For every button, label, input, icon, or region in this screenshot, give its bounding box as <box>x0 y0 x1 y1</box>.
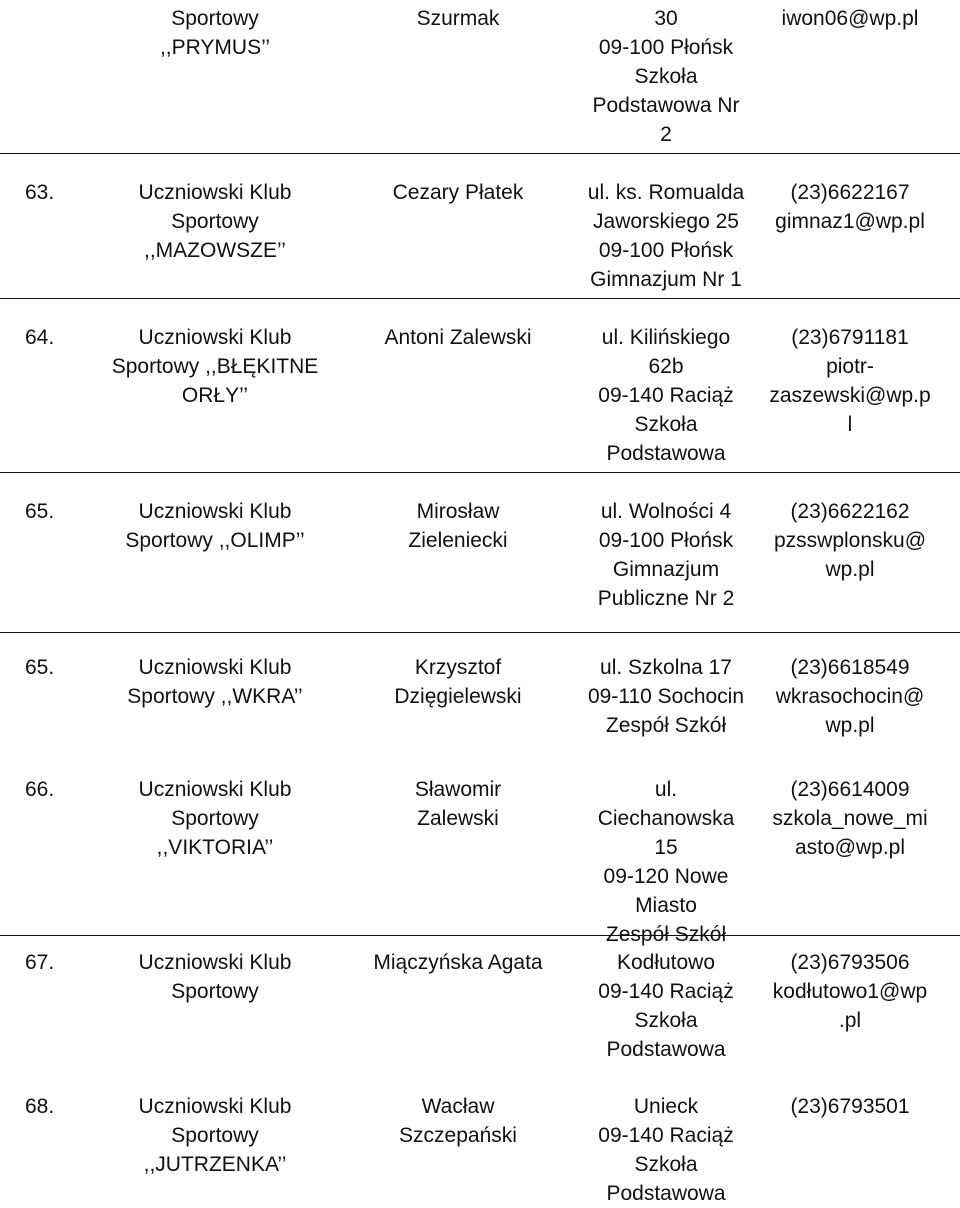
contact-line: (23)6793501 <box>790 1095 910 1118</box>
club-line: Uczniowski Klub <box>138 951 292 974</box>
address-line: 09-140 Raciąż <box>598 1124 734 1147</box>
address-line: Szkoła <box>634 413 698 436</box>
row-number: 66. <box>25 778 55 801</box>
address-line: Szkoła <box>634 1153 698 1176</box>
address-line: ul. Szkolna 17 <box>600 656 732 679</box>
address-line: Kodłutowo <box>616 951 716 974</box>
address-line: 30 <box>654 7 678 30</box>
club-cell <box>95 775 335 862</box>
person-line: Antoni Zalewski <box>384 326 532 349</box>
contact-line: (23)6791181 <box>791 326 909 349</box>
address-line: 09-120 Nowe <box>603 865 729 888</box>
person-line: Mirosław <box>416 500 500 523</box>
row-number: 63. <box>25 181 55 204</box>
address-line: 09-110 Sochocin <box>587 685 745 708</box>
address-line: Podstawowa <box>606 442 726 465</box>
contact-line: kodłutowo1@wp <box>772 980 928 1003</box>
address-line: Podstawowa <box>606 1038 726 1061</box>
person-cell <box>338 178 578 207</box>
person-line: Zieleniecki <box>408 529 508 552</box>
address-line: Unieck <box>633 1095 699 1118</box>
club-line: Sportowy ,,WKRA’’ <box>127 685 303 708</box>
person-line: Miączyńska Agata <box>373 951 543 974</box>
address-line: Jaworskiego 25 <box>593 210 739 233</box>
person-cell <box>338 775 578 833</box>
contact-line: (23)6618549 <box>790 656 910 679</box>
club-line: ,,JUTRZENKA’’ <box>143 1153 287 1176</box>
address-line: Podstawowa <box>606 1182 726 1205</box>
contact-line: gimnaz1@wp.pl <box>775 210 925 233</box>
row-divider <box>0 472 960 473</box>
club-line: Sportowy <box>171 807 259 830</box>
person-cell <box>338 4 578 33</box>
contact-line: iwon06@wp.pl <box>781 7 919 30</box>
contact-line: wkrasochocin@ <box>775 685 925 708</box>
club-line: ,,PRYMUS’’ <box>159 36 271 59</box>
address-line: 62b <box>648 355 684 378</box>
club-line: ,,MAZOWSZE’’ <box>144 239 286 262</box>
club-line: Sportowy ,,BŁĘKITNE <box>111 355 319 378</box>
club-line: ,,VIKTORIA’’ <box>156 836 274 859</box>
address-line: 09-140 Raciąż <box>598 384 734 407</box>
club-line: Sportowy <box>171 7 259 30</box>
club-line: Uczniowski Klub <box>138 656 292 679</box>
row-divider <box>0 153 960 154</box>
address-line: 15 <box>654 836 678 859</box>
club-cell <box>95 178 335 265</box>
person-line: Wacław <box>421 1095 495 1118</box>
address-line: Miasto <box>635 894 697 917</box>
contact-cell <box>730 948 960 1035</box>
contact-cell <box>730 323 960 439</box>
club-cell <box>95 653 335 711</box>
row-number: 67. <box>25 951 55 974</box>
person-line: Cezary Płatek <box>392 181 524 204</box>
person-line: Szurmak <box>416 7 500 30</box>
person-cell <box>338 948 578 977</box>
address-line: Ciechanowska <box>597 807 735 830</box>
person-line: Zalewski <box>417 807 499 830</box>
contact-line: wp.pl <box>825 714 875 737</box>
club-line: Sportowy <box>171 980 259 1003</box>
person-line: Sławomir <box>414 778 502 801</box>
address-line: Zespół Szkół <box>605 923 727 946</box>
contact-line: (23)6793506 <box>790 951 910 974</box>
address-line: ul. <box>654 778 678 801</box>
address-line: ul. ks. Romualda <box>587 181 745 204</box>
contact-line: .pl <box>838 1009 862 1032</box>
person-line: Dzięgielewski <box>394 685 522 708</box>
row-divider <box>0 935 960 936</box>
address-line: Gimnazjum <box>612 558 720 581</box>
row-number: 68. <box>25 1095 55 1118</box>
address-line: 09-100 Płońsk <box>598 529 734 552</box>
club-line: Sportowy ,,OLIMP’’ <box>125 529 305 552</box>
club-cell <box>95 4 335 62</box>
person-cell <box>338 1092 578 1150</box>
contact-line: (23)6622162 <box>790 500 910 523</box>
address-line: Gimnazjum Nr 1 <box>590 268 742 291</box>
contact-line: (23)6614009 <box>790 778 910 801</box>
contact-cell <box>730 497 960 584</box>
club-line: ORŁY’’ <box>181 384 249 407</box>
address-line: ul. Kilińskiego <box>601 326 731 349</box>
row-number: 65. <box>25 656 55 679</box>
person-cell <box>338 323 578 352</box>
contact-cell <box>730 1092 960 1121</box>
address-line: Szkoła <box>634 65 698 88</box>
club-cell <box>95 1092 335 1179</box>
club-line: Uczniowski Klub <box>138 1095 292 1118</box>
contact-line: l <box>847 413 853 436</box>
row-number: 64. <box>25 326 55 349</box>
address-line: Publiczne Nr 2 <box>597 587 735 610</box>
contact-line: wp.pl <box>825 558 875 581</box>
contact-cell <box>730 178 960 236</box>
club-line: Uczniowski Klub <box>138 500 292 523</box>
address-line: 09-100 Płońsk <box>598 36 734 59</box>
address-line: Szkoła <box>634 1009 698 1032</box>
address-line: 09-100 Płońsk <box>598 239 734 262</box>
person-cell <box>338 653 578 711</box>
address-line: ul. Wolności 4 <box>600 500 732 523</box>
club-line: Sportowy <box>171 210 259 233</box>
club-cell <box>95 497 335 555</box>
person-line: Szczepański <box>399 1124 517 1147</box>
contact-line: (23)6622167 <box>790 181 910 204</box>
club-line: Uczniowski Klub <box>138 326 292 349</box>
address-line: Podstawowa Nr <box>592 94 740 117</box>
contact-line: szkola_nowe_mi <box>772 807 928 830</box>
person-cell <box>338 497 578 555</box>
address-line: 2 <box>660 123 672 146</box>
contact-cell <box>730 4 960 33</box>
address-line: Zespół Szkół <box>605 714 727 737</box>
row-divider <box>0 298 960 299</box>
club-cell <box>95 323 335 410</box>
contact-line: piotr- <box>826 355 874 378</box>
contact-line: pzsswplonsku@ <box>773 529 927 552</box>
club-line: Sportowy <box>171 1124 259 1147</box>
row-divider <box>0 632 960 633</box>
club-line: Uczniowski Klub <box>138 778 292 801</box>
contact-cell <box>730 775 960 862</box>
contact-line: asto@wp.pl <box>794 836 906 859</box>
row-number: 65. <box>25 500 55 523</box>
contact-line: zaszewski@wp.p <box>769 384 931 407</box>
club-line: Uczniowski Klub <box>138 181 292 204</box>
club-cell <box>95 948 335 1006</box>
contact-cell <box>730 653 960 740</box>
address-line: 09-140 Raciąż <box>598 980 734 1003</box>
person-line: Krzysztof <box>414 656 502 679</box>
